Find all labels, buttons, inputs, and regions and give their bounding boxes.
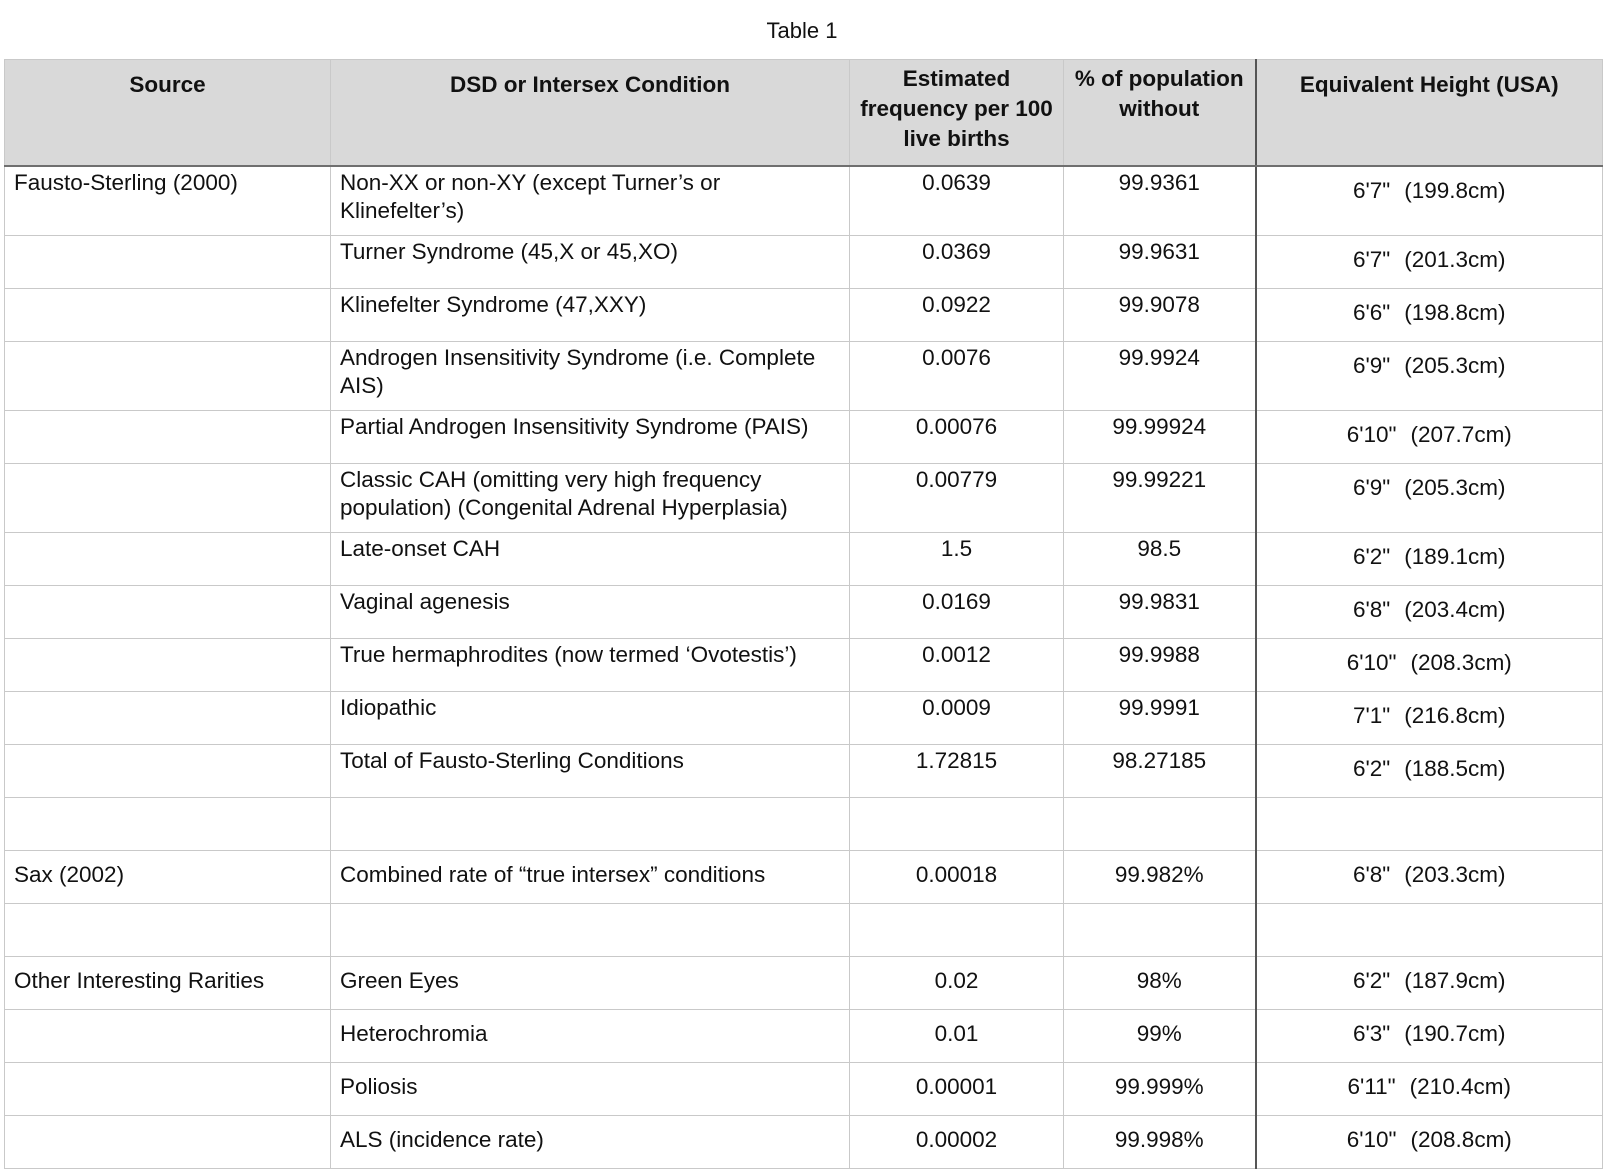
height-cell — [1256, 1063, 1603, 1116]
table-row — [5, 957, 1603, 1010]
source-cell: Sax (2002) — [5, 851, 331, 904]
header-condition: DSD or Intersex Condition — [331, 60, 850, 167]
height-feet: 6'7" — [1352, 247, 1391, 272]
height-cm: (216.8cm) — [1404, 703, 1506, 728]
source-cell — [5, 586, 331, 639]
table-row — [5, 692, 1603, 745]
percent-cell: 99.9361 — [1064, 166, 1256, 236]
table-row — [5, 798, 1603, 851]
percent-cell: 98% — [1064, 957, 1256, 1010]
table-row — [5, 639, 1603, 692]
height-cell — [1256, 464, 1603, 533]
condition-cell: Total of Fausto-Sterling Conditions — [331, 745, 850, 798]
table-row — [5, 464, 1603, 533]
percent-cell: 99% — [1064, 1010, 1256, 1063]
percent-cell: 99.982% — [1064, 851, 1256, 904]
source-cell: Other Interesting Rarities — [5, 957, 331, 1010]
height-feet: 7'1" — [1352, 703, 1391, 728]
percent-cell: 99.9631 — [1064, 236, 1256, 289]
percent-cell: 99.9831 — [1064, 586, 1256, 639]
percent-cell: 98.5 — [1064, 533, 1256, 586]
frequency-cell: 0.0009 — [850, 692, 1064, 745]
table-row — [5, 1010, 1603, 1063]
percent-cell: 99.9078 — [1064, 289, 1256, 342]
frequency-cell: 0.01 — [850, 1010, 1064, 1063]
condition-cell: Vaginal agenesis — [331, 586, 850, 639]
condition-cell: Partial Androgen Insensitivity Syndrome (PAIS) — [331, 411, 850, 464]
height-cell — [1256, 745, 1603, 798]
height-feet: 6'2" — [1352, 968, 1391, 993]
percent-cell: 99.99221 — [1064, 464, 1256, 533]
data-table — [4, 59, 1603, 1169]
height-cell — [1256, 411, 1603, 464]
height-cm: (210.4cm) — [1409, 1074, 1511, 1099]
condition-cell: True hermaphrodites (now termed ‘Ovotestis’) — [331, 639, 850, 692]
table-row — [5, 533, 1603, 586]
condition-cell: Poliosis — [331, 1063, 850, 1116]
condition-cell: Classic CAH (omitting very high frequency population) (Congenital Adrenal Hyperplasia) — [331, 464, 850, 533]
table-row — [5, 1063, 1603, 1116]
height-cell — [1256, 798, 1603, 851]
table-row — [5, 1116, 1603, 1169]
height-cell — [1256, 851, 1603, 904]
header-percent: % of population without — [1064, 60, 1256, 167]
table-row — [5, 586, 1603, 639]
height-cm: (205.3cm) — [1404, 475, 1506, 500]
frequency-cell: 0.00076 — [850, 411, 1064, 464]
height-feet: 6'10" — [1346, 422, 1397, 447]
source-cell — [5, 1063, 331, 1116]
source-cell — [5, 289, 331, 342]
condition-cell: Combined rate of “true intersex” conditions — [331, 851, 850, 904]
frequency-cell: 0.00018 — [850, 851, 1064, 904]
height-cell — [1256, 1010, 1603, 1063]
height-cell — [1256, 1116, 1603, 1169]
percent-cell: 99.9988 — [1064, 639, 1256, 692]
header-source: Source — [5, 60, 331, 167]
table-row — [5, 289, 1603, 342]
frequency-cell: 0.0169 — [850, 586, 1064, 639]
percent-cell: 99.9991 — [1064, 692, 1256, 745]
height-feet: 6'8" — [1352, 597, 1391, 622]
height-cell — [1256, 236, 1603, 289]
table-row — [5, 851, 1603, 904]
frequency-cell: 0.02 — [850, 957, 1064, 1010]
height-cell — [1256, 692, 1603, 745]
source-cell — [5, 236, 331, 289]
source-cell — [5, 1116, 331, 1169]
condition-cell: Klinefelter Syndrome (47,XXY) — [331, 289, 850, 342]
height-cm: (198.8cm) — [1404, 300, 1506, 325]
table-row — [5, 342, 1603, 411]
condition-cell — [331, 904, 850, 957]
height-cm: (205.3cm) — [1404, 353, 1506, 378]
height-cm: (189.1cm) — [1404, 544, 1506, 569]
source-cell — [5, 533, 331, 586]
frequency-cell: 1.5 — [850, 533, 1064, 586]
height-cell — [1256, 166, 1603, 236]
height-cm: (203.3cm) — [1404, 862, 1506, 887]
frequency-cell — [850, 904, 1064, 957]
percent-cell: 99.999% — [1064, 1063, 1256, 1116]
height-cm: (207.7cm) — [1410, 422, 1512, 447]
height-cell — [1256, 957, 1603, 1010]
height-cm: (188.5cm) — [1404, 756, 1506, 781]
percent-cell — [1064, 798, 1256, 851]
source-cell — [5, 904, 331, 957]
height-feet: 6'10" — [1346, 1127, 1397, 1152]
header-row — [5, 60, 1603, 167]
height-feet: 6'9" — [1352, 475, 1391, 500]
frequency-cell: 0.0012 — [850, 639, 1064, 692]
table-row — [5, 166, 1603, 236]
frequency-cell: 0.0076 — [850, 342, 1064, 411]
height-cell — [1256, 904, 1603, 957]
frequency-cell: 0.0639 — [850, 166, 1064, 236]
height-feet: 6'9" — [1352, 353, 1391, 378]
height-cm: (208.3cm) — [1410, 650, 1512, 675]
height-cell — [1256, 342, 1603, 411]
table-row — [5, 745, 1603, 798]
percent-cell — [1064, 904, 1256, 957]
frequency-cell: 0.0369 — [850, 236, 1064, 289]
condition-cell: Late-onset CAH — [331, 533, 850, 586]
condition-cell: Turner Syndrome (45,X or 45,XO) — [331, 236, 850, 289]
frequency-cell — [850, 798, 1064, 851]
condition-cell: Heterochromia — [331, 1010, 850, 1063]
height-cm: (187.9cm) — [1404, 968, 1506, 993]
source-cell — [5, 639, 331, 692]
height-feet: 6'3" — [1352, 1021, 1391, 1046]
height-cm: (190.7cm) — [1404, 1021, 1506, 1046]
header-frequency: Estimated frequency per 100 live births — [850, 60, 1064, 167]
condition-cell: Green Eyes — [331, 957, 850, 1010]
condition-cell: Non-XX or non-XY (except Turner’s or Klinefelter’s) — [331, 166, 850, 236]
source-cell — [5, 692, 331, 745]
source-cell — [5, 745, 331, 798]
height-feet: 6'10" — [1346, 650, 1397, 675]
percent-cell: 99.99924 — [1064, 411, 1256, 464]
height-cm: (201.3cm) — [1404, 247, 1506, 272]
height-feet: 6'2" — [1352, 756, 1391, 781]
table-row — [5, 411, 1603, 464]
height-cm: (203.4cm) — [1404, 597, 1506, 622]
height-cm: (199.8cm) — [1404, 178, 1506, 203]
frequency-cell: 0.00002 — [850, 1116, 1064, 1169]
height-cell — [1256, 533, 1603, 586]
height-feet: 6'11" — [1347, 1074, 1396, 1099]
frequency-cell: 1.72815 — [850, 745, 1064, 798]
percent-cell: 99.9924 — [1064, 342, 1256, 411]
source-cell — [5, 342, 331, 411]
height-feet: 6'2" — [1352, 544, 1391, 569]
source-cell — [5, 798, 331, 851]
condition-cell — [331, 798, 850, 851]
source-cell: Fausto-Sterling (2000) — [5, 166, 331, 236]
height-cell — [1256, 639, 1603, 692]
table-row — [5, 236, 1603, 289]
height-cm: (208.8cm) — [1410, 1127, 1512, 1152]
source-cell — [5, 411, 331, 464]
condition-cell: Androgen Insensitivity Syndrome (i.e. Complete AIS) — [331, 342, 850, 411]
height-feet: 6'8" — [1352, 862, 1391, 887]
source-cell — [5, 1010, 331, 1063]
percent-cell: 99.998% — [1064, 1116, 1256, 1169]
frequency-cell: 0.00001 — [850, 1063, 1064, 1116]
table-row — [5, 904, 1603, 957]
header-height: Equivalent Height (USA) — [1256, 60, 1603, 167]
condition-cell: Idiopathic — [331, 692, 850, 745]
height-feet: 6'6" — [1352, 300, 1391, 325]
percent-cell: 98.27185 — [1064, 745, 1256, 798]
condition-cell: ALS (incidence rate) — [331, 1116, 850, 1169]
frequency-cell: 0.0922 — [850, 289, 1064, 342]
frequency-cell: 0.00779 — [850, 464, 1064, 533]
table-caption: Table 1 — [766, 18, 838, 43]
height-cell — [1256, 289, 1603, 342]
height-cell — [1256, 586, 1603, 639]
height-feet: 6'7" — [1352, 178, 1391, 203]
source-cell — [5, 464, 331, 533]
